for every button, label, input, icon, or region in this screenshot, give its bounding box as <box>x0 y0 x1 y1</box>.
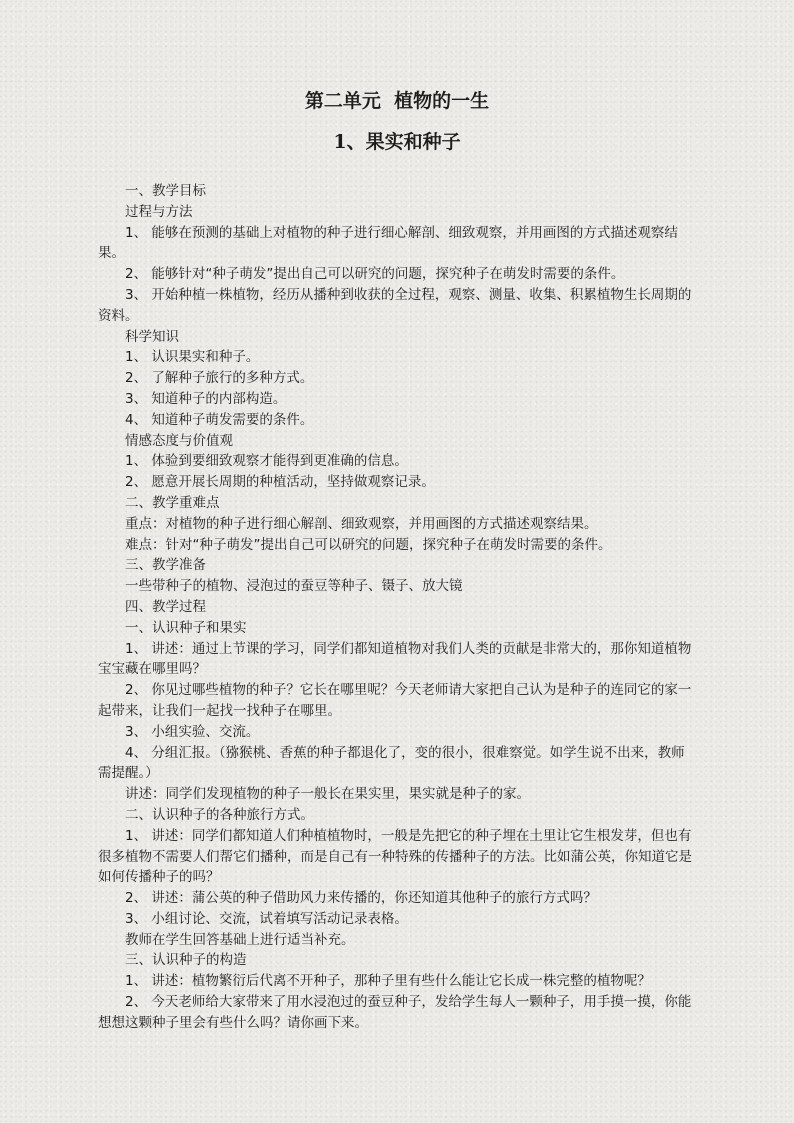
paragraph: 二、教学重难点 <box>125 494 220 511</box>
paragraph: 三、教学准备 <box>125 557 206 574</box>
paragraph: 难点：针对“种子萌发”提出自己可以研究的问题，探究种子在萌发时需要的条件。 <box>125 536 612 553</box>
paragraph: 教师在学生回答基础上进行适当补充。 <box>125 931 355 948</box>
paragraph: 3、 开始种植一株植物，经历从播种到收获的全过程，观察、测量、收集、积累植物生长周期的资料。 <box>98 286 692 324</box>
document-body <box>98 181 698 1034</box>
paragraph: 讲述：同学们发现植物的种子一般长在果实里，果实就是种子的家。 <box>125 786 530 803</box>
paragraph: 4、 知道种子萌发需要的条件。 <box>125 411 314 428</box>
paragraph: 情感态度与价值观 <box>125 432 233 449</box>
paragraph: 3、 小组实验、交流。 <box>125 723 260 740</box>
paragraph: 1、 认识果实和种子。 <box>125 349 260 366</box>
paragraph: 2、 讲述：蒲公英的种子借助风力来传播的，你还知道其他种子的旅行方式吗？ <box>125 890 597 907</box>
paragraph: 一、教学目标 <box>125 183 206 199</box>
paragraph: 一、认识种子和果实 <box>125 619 247 636</box>
paragraph: 3、 小组讨论、交流，试着填写活动记录表格。 <box>125 910 408 927</box>
paragraph: 2、 能够针对“种子萌发”提出自己可以研究的问题，探究种子在萌发时需要的条件。 <box>125 266 625 283</box>
paragraph: 过程与方法 <box>125 203 193 220</box>
paragraph: 科学知识 <box>125 328 179 345</box>
lesson-title: 1、果实和种子 <box>333 131 461 153</box>
paragraph: 二、认识种子的各种旅行方式。 <box>125 806 314 823</box>
paragraph: 一些带种子的植物、浸泡过的蚕豆等种子、镊子、放大镜 <box>125 578 463 595</box>
paragraph: 2、 愿意开展长周期的种植活动，坚持做观察记录。 <box>125 474 435 491</box>
paragraph: 1、 讲述：植物繁衍后代离不开种子，那种子里有些什么能让它长成一株完整的植物呢？ <box>125 973 651 990</box>
paragraph: 四、教学过程 <box>125 598 206 615</box>
paragraph: 4、 分组汇报。（猕猴桃、香蕉的种子都退化了，变的很小，很难察觉。如学生说不出来，教师需提醒。） <box>98 744 685 782</box>
paragraph: 2、 今天老师给大家带来了用水浸泡过的蚕豆种子，发给学生每人一颗种子，用手摸一摸，你能想想这颗种子里会有些什么吗？请你画下来。 <box>98 994 692 1031</box>
paragraph: 重点：对植物的种子进行细心解剖、细致观察，并用画图的方式描述观察结果。 <box>125 515 598 532</box>
unit-title: 第二单元 植物的一生 <box>304 90 490 112</box>
paragraph: 2、 了解种子旅行的多种方式。 <box>125 370 314 387</box>
paragraph: 三、认识种子的构造 <box>125 952 247 969</box>
paragraph: 2、 你见过哪些植物的种子？它长在哪里呢？今天老师请大家把自己认为是种子的连同它的家一起带来，让我们一起找一找种子在哪里。 <box>98 682 692 719</box>
paragraph: 1、 讲述：通过上节课的学习，同学们都知道植物对我们人类的贡献是非常大的，那你知道植物宝宝藏在哪里吗？ <box>98 640 692 678</box>
paragraph: 1、 能够在预测的基础上对植物的种子进行细心解剖、细致观察，并用画图的方式描述观察结果。 <box>98 224 678 262</box>
paragraph: 3、 知道种子的内部构造。 <box>125 390 287 407</box>
paragraph: 1、 体验到要细致观察才能得到更准确的信息。 <box>125 453 408 470</box>
paragraph: 1、 讲述：同学们都知道人们种植植物时，一般是先把它的种子埋在土里让它生根发芽，但也有很多植物不需要人们帮它们播种，而是自己有一种特殊的传播种子的方法。比如蒲公英，你知道它是如何传播种子的吗？ <box>98 827 692 886</box>
